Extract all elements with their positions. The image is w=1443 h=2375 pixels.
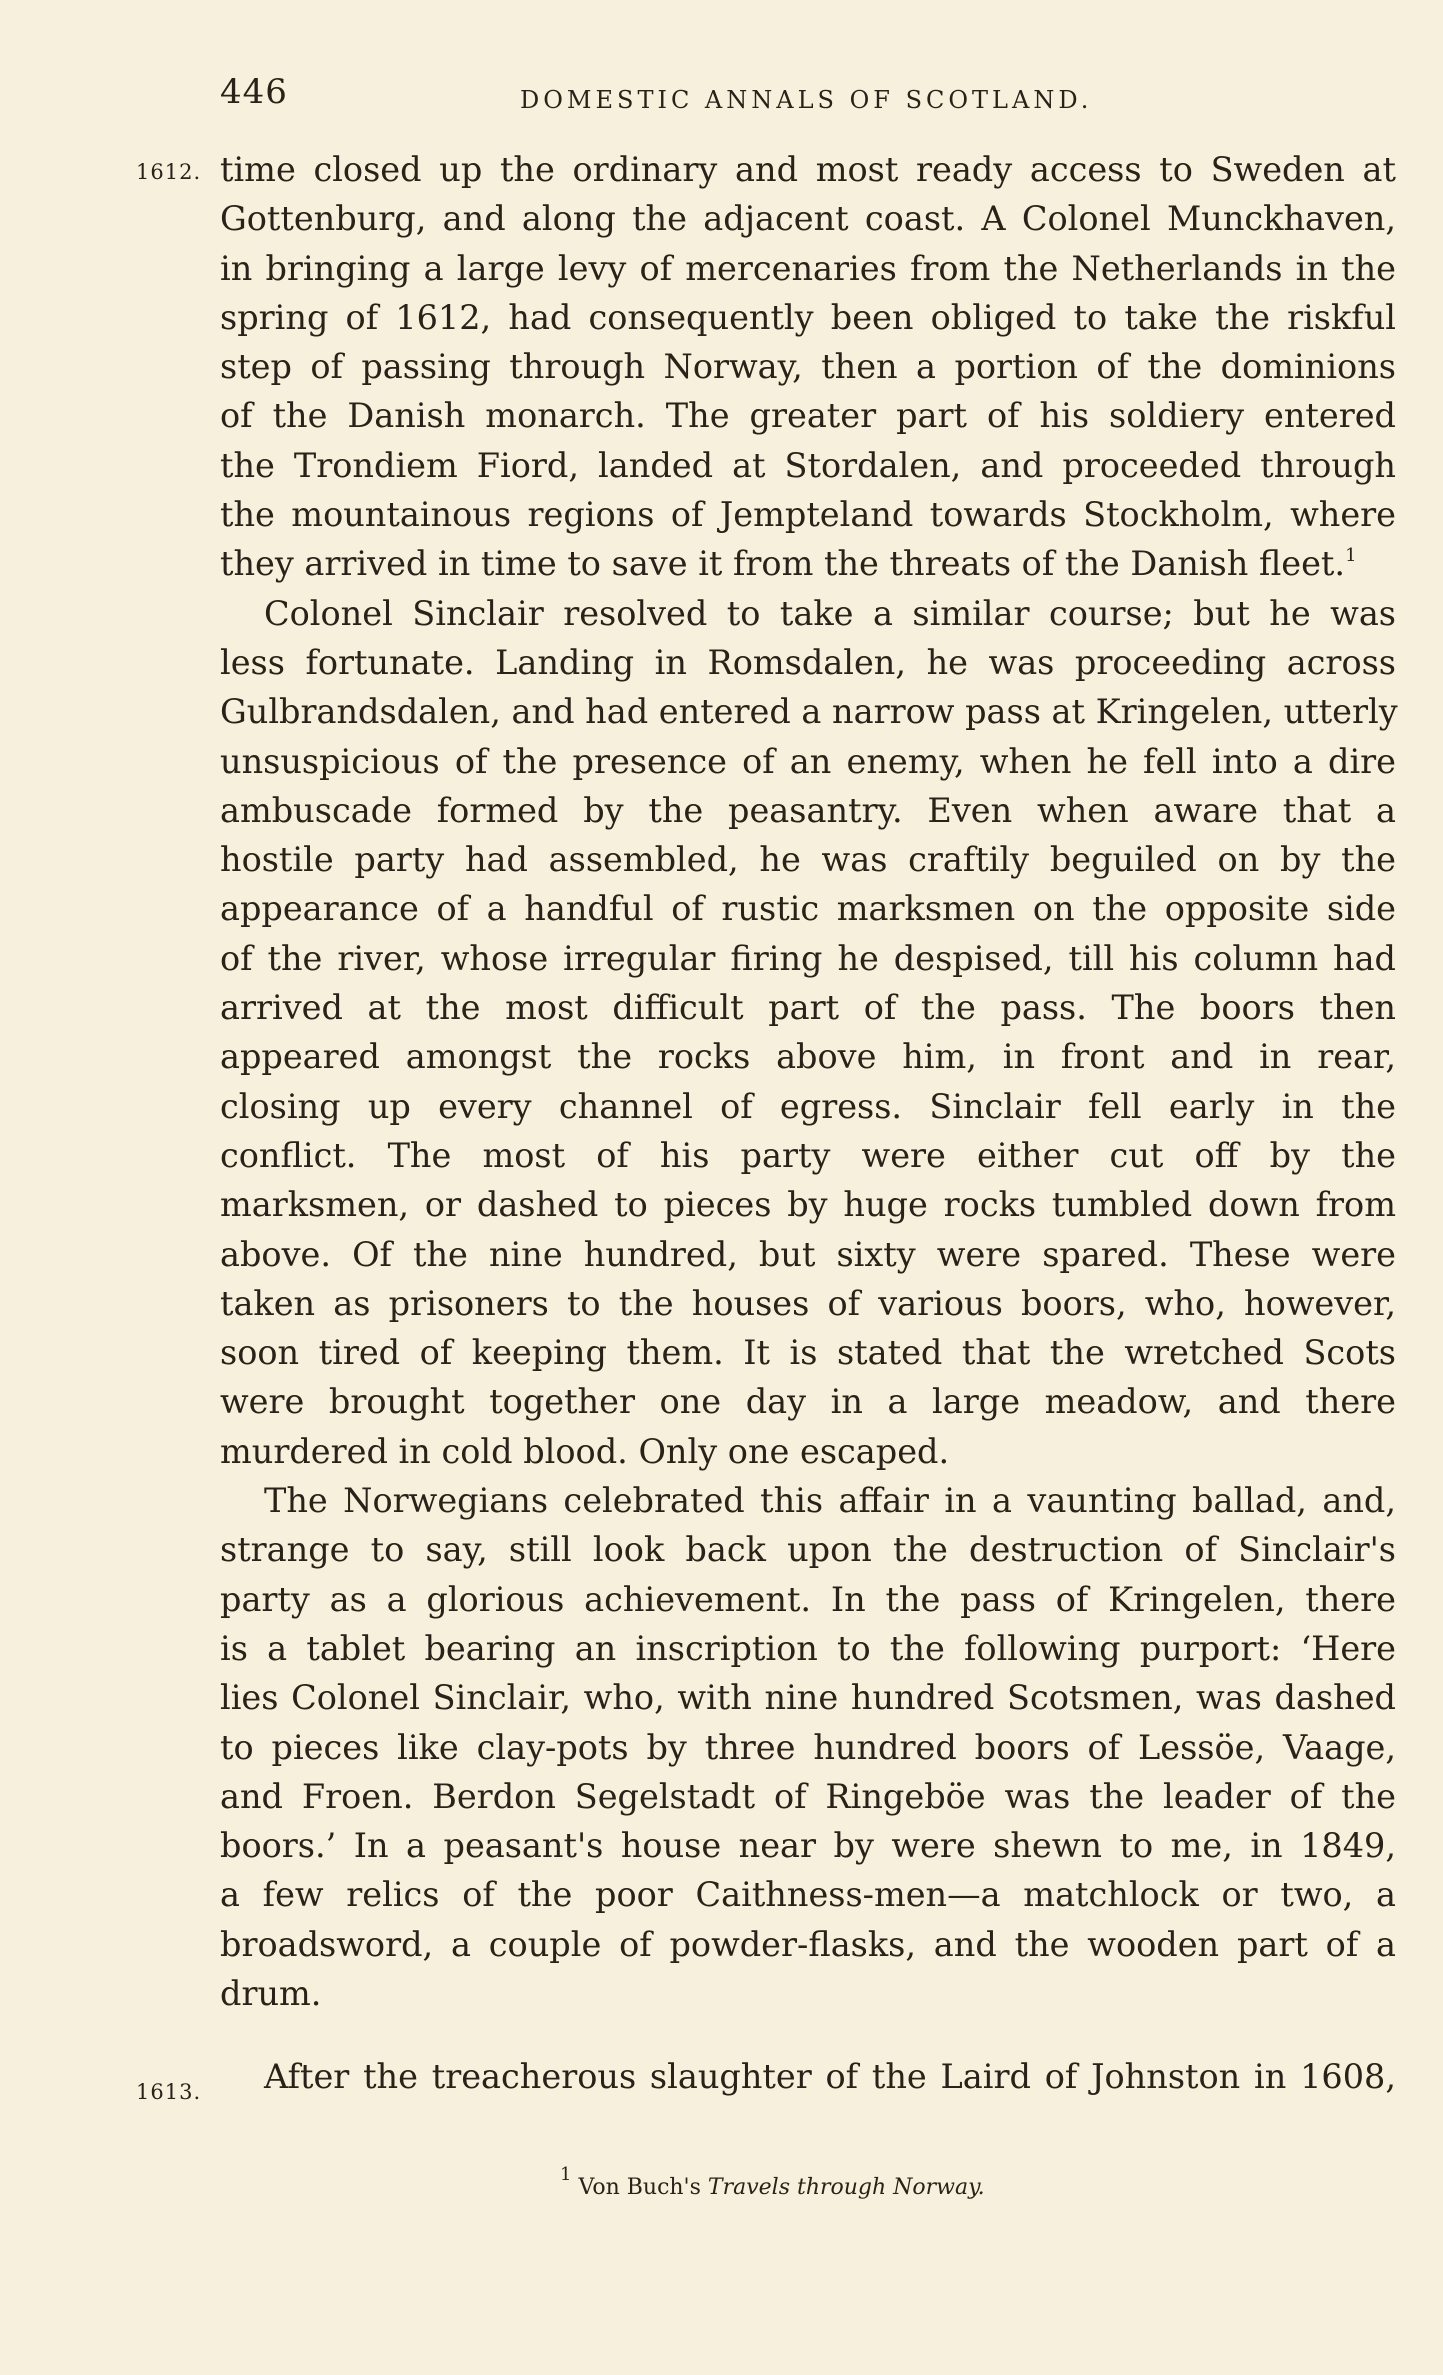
text-line: less fortunate. Landing in Romsdalen, he was proceeding across: [220, 642, 1396, 682]
text-line: to pieces like clay-pots by three hundred boors of Lessöe, Vaage,: [220, 1727, 1396, 1767]
text-line: unsuspicious of the presence of an enemy, when he fell into a dire: [220, 741, 1396, 781]
text-line: appearance of a handful of rustic marksmen on the opposite side: [220, 889, 1396, 929]
text-line-content: they arrived in time to save it from the threats of the Danish fleet.: [220, 544, 1346, 584]
text-line: The Norwegians celebrated this affair in a vaunting ballad, and,: [264, 1481, 1396, 1521]
running-head: [220, 72, 1400, 122]
text-line: [220, 539, 1396, 588]
text-line: Gulbrandsdalen, and had entered a narrow pass at Kringelen, utterly: [220, 692, 1398, 732]
text-line: is a tablet bearing an inscription to the following purport: ‘Here: [220, 1628, 1396, 1668]
page-number: 446: [220, 72, 288, 112]
text-line: hostile party had assembled, he was craftily beguiled on by the: [220, 840, 1396, 880]
page-header-title: DOMESTIC ANNALS OF SCOTLAND.: [520, 86, 1093, 114]
text-line: After the treacherous slaughter of the Laird of Johnston in 1608,: [264, 2057, 1396, 2097]
text-line: above. Of the nine hundred, but sixty were spared. These were: [220, 1234, 1396, 1274]
footnote-prefix: Von Buch's: [578, 2175, 701, 2200]
text-line: Colonel Sinclair resolved to take a similar course; but he was: [264, 593, 1396, 633]
text-line: Gottenburg, and along the adjacent coast. A Colonel Munckhaven,: [220, 199, 1396, 239]
text-line: spring of 1612, had consequently been obliged to take the riskful: [220, 297, 1396, 337]
text-line: arrived at the most difficult part of the pass. The boors then: [220, 988, 1396, 1028]
text-line: soon tired of keeping them. It is stated that the wretched Scots: [220, 1333, 1396, 1373]
footnote-title: Travels through Norway.: [707, 2175, 985, 2200]
text-line: drum.: [220, 1973, 322, 2013]
paragraph-4: [220, 2052, 1396, 2101]
footnote-reference[interactable]: 1: [1345, 545, 1357, 567]
text-line: murdered in cold blood. Only one escaped.: [220, 1431, 950, 1471]
text-line: time closed up the ordinary and most ready access to Sweden at: [220, 150, 1396, 189]
text-line: a few relics of the poor Caithness-men—a matchlock or two, a: [220, 1875, 1396, 1915]
text-line: were brought together one day in a large meadow, and there: [220, 1382, 1396, 1422]
footnote-marker: 1: [560, 2164, 572, 2185]
paragraph-3: [220, 1476, 1396, 2018]
text-line: party as a glorious achievement. In the pass of Kringelen, there: [220, 1579, 1396, 1619]
text-line: of the Danish monarch. The greater part of his soldiery entered: [220, 396, 1396, 436]
text-line: boors.’ In a peasant's house near by were shewn to me, in 1849,: [220, 1826, 1396, 1866]
text-line: broadsword, a couple of powder-flasks, and the wooden part of a: [220, 1924, 1396, 1964]
text-line: strange to say, still look back upon the destruction of Sinclair's: [220, 1530, 1396, 1570]
text-line: and Froen. Berdon Segelstadt of Ringeböe was the leader of the: [220, 1776, 1396, 1816]
text-line: the mountainous regions of Jempteland towards Stockholm, where: [220, 495, 1396, 535]
paragraph-2: [220, 589, 1396, 1476]
margin-year-1613: 1613.: [136, 2080, 202, 2104]
text-line: closing up every channel of egress. Sinclair fell early in the: [220, 1086, 1396, 1126]
text-line: in bringing a large levy of mercenaries from the Netherlands in the: [220, 248, 1396, 288]
paragraph-1: [220, 145, 1396, 589]
margin-year-1612: 1612.: [136, 160, 202, 184]
text-line: conflict. The most of his party were either cut off by the: [220, 1135, 1396, 1175]
text-line: taken as prisoners to the houses of various boors, who, however,: [220, 1283, 1396, 1323]
text-line: of the river, whose irregular firing he despised, till his column had: [220, 938, 1396, 978]
text-line: appeared amongst the rocks above him, in front and in rear,: [220, 1037, 1396, 1077]
text-line: marksmen, or dashed to pieces by huge rocks tumbled down from: [220, 1185, 1396, 1225]
text-line: the Trondiem Fiord, landed at Stordalen, and proceeded through: [220, 445, 1396, 485]
text-line: step of passing through Norway, then a portion of the dominions: [220, 347, 1396, 387]
text-line: ambuscade formed by the peasantry. Even when aware that a: [220, 790, 1396, 830]
section-gap: [220, 2018, 1396, 2052]
text-line: lies Colonel Sinclair, who, with nine hundred Scotsmen, was dashed: [220, 1678, 1396, 1718]
footnote: [560, 2164, 985, 2200]
body-text: [220, 145, 1396, 2102]
